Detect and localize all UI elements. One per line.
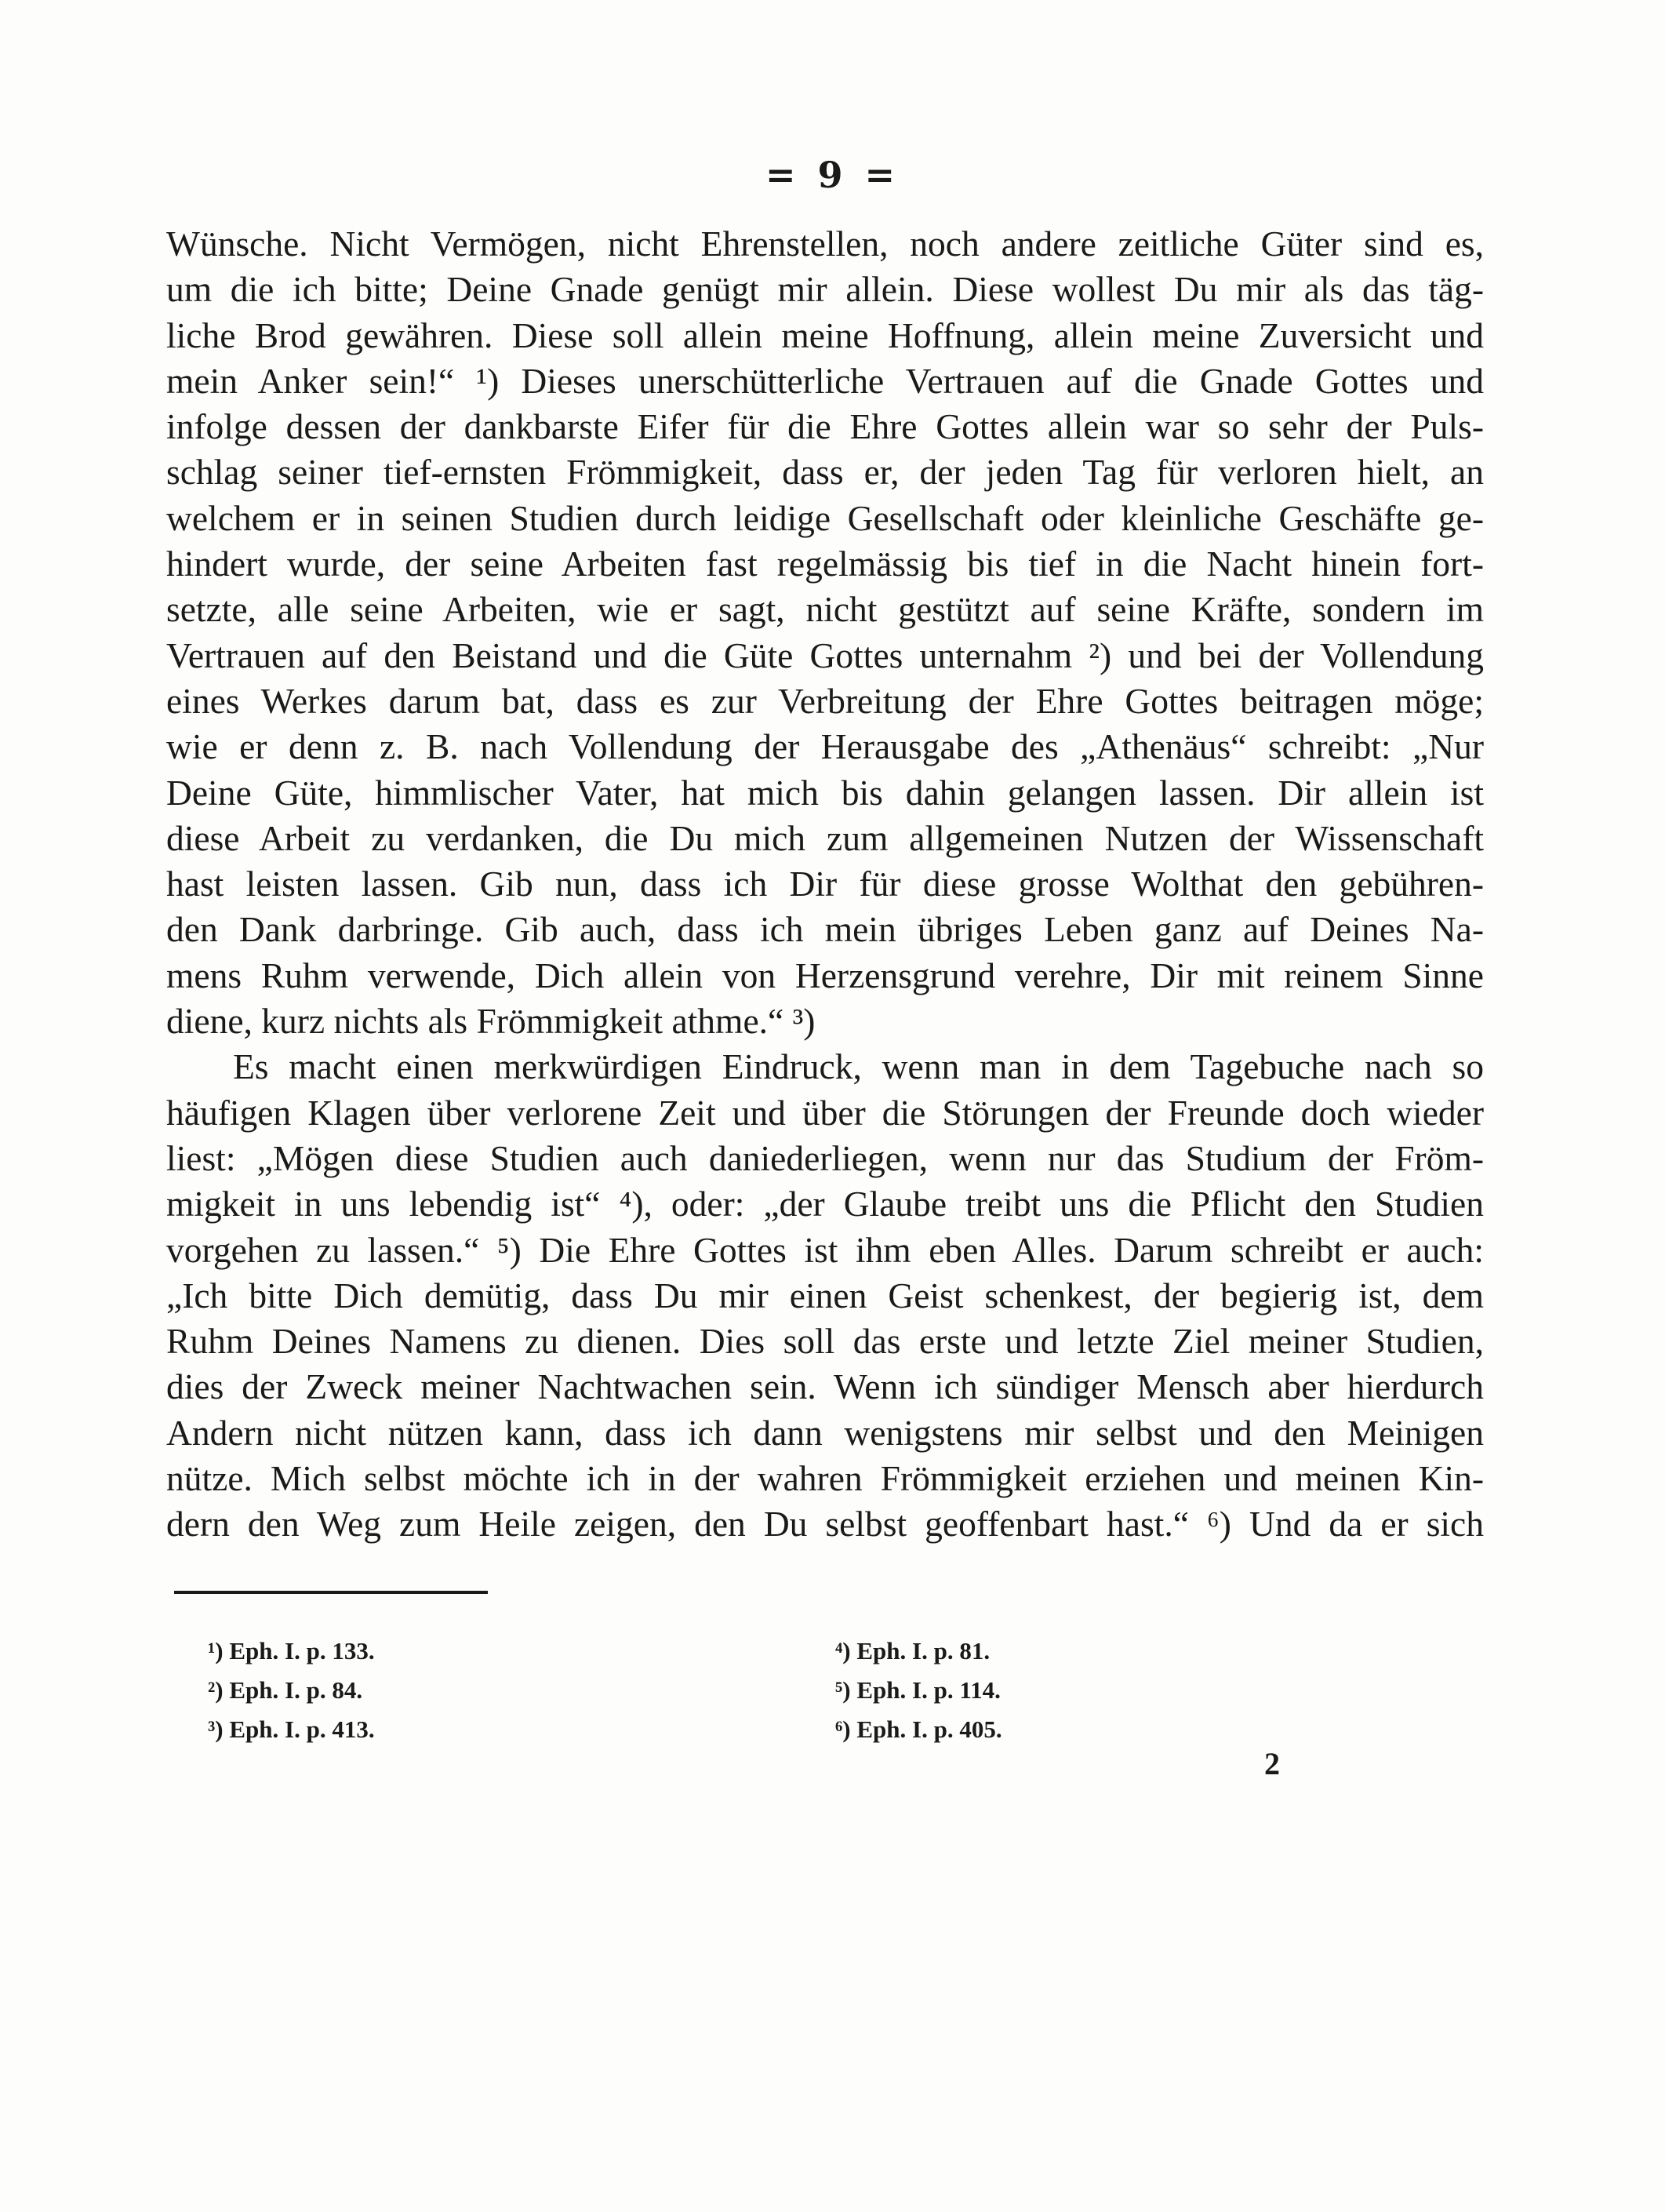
text-line: schlag seiner tief-ernsten Frömmigkeit, dass er, der jeden Tag für verloren hielt, an (166, 452, 1484, 493)
text-line: Wünsche. Nicht Vermögen, nicht Ehrenstellen, noch andere zeitliche Güter sind es, (166, 224, 1484, 264)
footnote-separator (174, 1591, 488, 1594)
text-line: Deine Güte, himmlischer Vater, hat mich bis dahin gelangen lassen. Dir allein ist (166, 772, 1484, 813)
footnotes-right-column (835, 1632, 1002, 1749)
text-line: häufigen Klagen über verlorene Zeit und über die Störungen der Freunde doch wieder (166, 1092, 1484, 1133)
text-line: liest: „Mögen diese Studien auch daniederliegen, wenn nur das Studium der Fröm- (166, 1137, 1484, 1178)
footnote: ¹) Eph. I. p. 133. (208, 1637, 375, 1664)
signature-mark: 2 (1264, 1746, 1280, 1781)
text-line: hindert wurde, der seine Arbeiten fast regelmässig bis tief in die Nacht hinein fort- (166, 544, 1484, 584)
text-line: Andern nicht nützen kann, dass ich dann wenigstens mir selbst und den Meinigen (166, 1412, 1484, 1453)
text-line: Ruhm Deines Namens zu dienen. Dies soll das erste und letzte Ziel meiner Studien, (166, 1321, 1484, 1362)
text-line: dies der Zweck meiner Nachtwachen sein. Wenn ich sündiger Mensch aber hierdurch (166, 1366, 1484, 1407)
text-line: den Dank darbringe. Gib auch, dass ich mein übriges Leben ganz auf Deines Na- (166, 909, 1484, 950)
text-line: dern den Weg zum Heile zeigen, den Du selbst geoffenbart hast.“ ⁶) Und da er sich (166, 1504, 1484, 1544)
text-line: diene, kurz nichts als Frömmigkeit athme.“ ³) (166, 1001, 816, 1042)
footnote: ²) Eph. I. p. 84. (208, 1676, 363, 1704)
text-line: nütze. Mich selbst möchte ich in der wahren Frömmigkeit erziehen und meinen Kin- (166, 1458, 1484, 1499)
footnotes-left-column (208, 1632, 375, 1749)
text-line: um die ich bitte; Deine Gnade genügt mir allein. Diese wollest Du mir als das täg- (166, 269, 1484, 310)
page-number-header: = 9 = (765, 154, 900, 196)
body-text (166, 221, 1484, 1548)
text-line: Es macht einen merkwürdigen Eindruck, wenn man in dem Tagebuche nach so (233, 1046, 1484, 1087)
footnote: ⁴) Eph. I. p. 81. (835, 1637, 991, 1664)
text-line: hast leisten lassen. Gib nun, dass ich Dir für diese grosse Wolthat den gebühren- (166, 864, 1484, 904)
text-line: Vertrauen auf den Beistand und die Güte Gottes unternahm ²) und bei der Vollendung (166, 635, 1484, 675)
footnote: ³) Eph. I. p. 413. (208, 1715, 375, 1743)
text-line: „Ich bitte Dich demütig, dass Du mir einen Geist schenkest, der begierig ist, dem (166, 1275, 1484, 1315)
text-line: mein Anker sein!“ ¹) Dieses unerschütterliche Vertrauen auf die Gnade Gottes und (166, 360, 1484, 401)
text-line: eines Werkes darum bat, dass es zur Verbreitung der Ehre Gottes beitragen möge; (166, 680, 1484, 721)
footnote: ⁵) Eph. I. p. 114. (835, 1676, 1001, 1704)
text-line: wie er denn z. B. nach Vollendung der Herausgabe des „Athenäus“ schreibt: „Nur (166, 726, 1484, 767)
footnote: ⁶) Eph. I. p. 405. (835, 1715, 1002, 1743)
text-line: mens Ruhm verwende, Dich allein von Herzensgrund verehre, Dir mit reinem Sinne (166, 955, 1484, 995)
text-line: welchem er in seinen Studien durch leidige Gesellschaft oder kleinliche Geschäfte ge- (166, 497, 1484, 538)
text-line: setzte, alle seine Arbeiten, wie er sagt, nicht gestützt auf seine Kräfte, sondern im (166, 589, 1484, 630)
text-line: diese Arbeit zu verdanken, die Du mich zum allgemeinen Nutzen der Wissenschaft (166, 817, 1484, 858)
text-line: migkeit in uns lebendig ist“ ⁴), oder: „der Glaube treibt uns die Pflicht den Studien (166, 1184, 1484, 1224)
text-line: infolge dessen der dankbarste Eifer für die Ehre Gottes allein war so sehr der Puls- (166, 406, 1484, 447)
text-line: liche Brod gewähren. Diese soll allein meine Hoffnung, allein meine Zuversicht und (166, 315, 1484, 355)
text-line: vorgehen zu lassen.“ ⁵) Die Ehre Gottes ist ihm eben Alles. Darum schreibt er auch: (166, 1229, 1484, 1270)
